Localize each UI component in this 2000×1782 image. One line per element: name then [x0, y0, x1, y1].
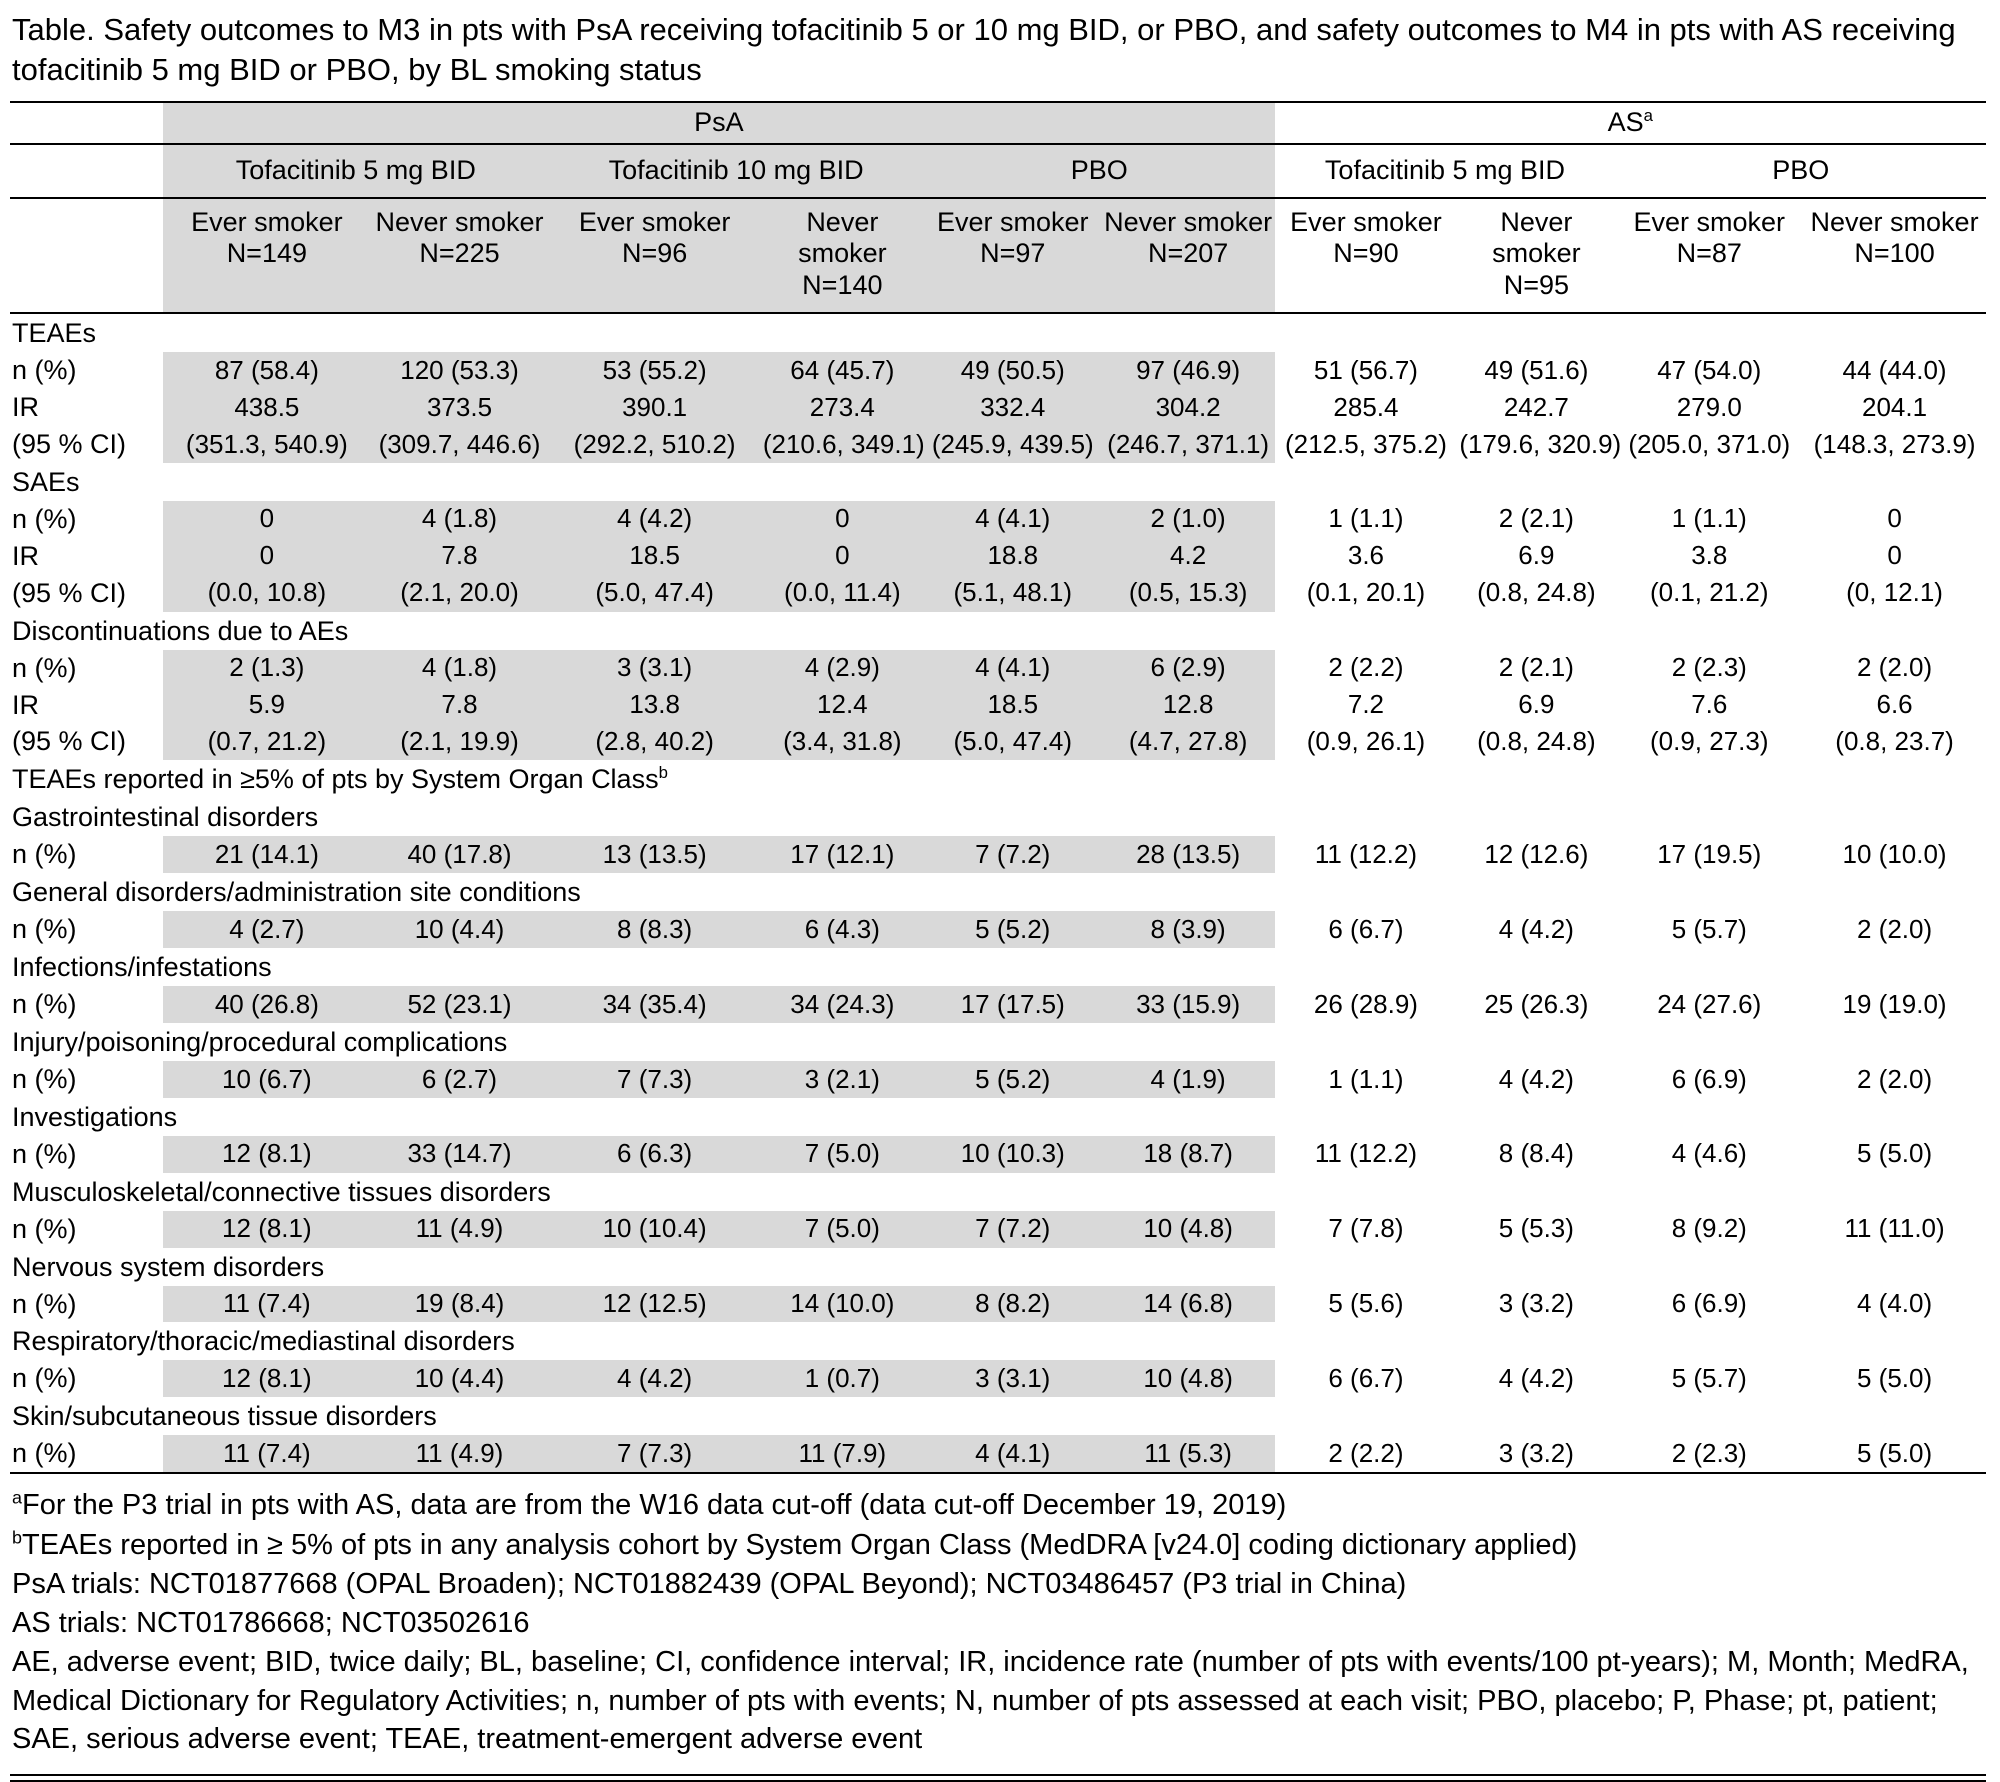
data-cell: 6.9 [1518, 689, 1555, 720]
group-header-cell: $AS^a$ [1275, 102, 1986, 144]
data-cell: 6 (4.3) [761, 911, 924, 948]
data-cell: 8 (3.9) [1102, 911, 1275, 948]
footnote-line: $^b$TEAEs reported in ≥ 5% of pts in any analysis cohort by System Organ Class (MedDRA [v24.0] coding dictionary applied) [12, 1526, 1578, 1561]
data-cell: 53 (55.2) [548, 352, 760, 389]
data-cell: (179.6, 320.9) [1459, 428, 1622, 459]
data-cell: 33 (15.9) [1102, 986, 1275, 1023]
data-cell: 120 (53.3) [371, 352, 549, 389]
data-cell: (0, 12.1) [1846, 577, 1943, 608]
data-cell: 19 (19.0) [1842, 988, 1947, 1019]
data-cell: 5 (5.6) [1328, 1288, 1404, 1319]
cohort-n-label: N=95 [1503, 270, 1570, 301]
data-cell: 17 (12.1) [761, 836, 924, 873]
data-cell: (0.0, 11.4) [761, 575, 924, 612]
data-cell: 11 (7.9) [761, 1435, 924, 1473]
data-cell: 6 (2.9) [1102, 650, 1275, 687]
data-cell: (5.0, 47.4) [924, 723, 1102, 760]
data-cell: (245.9, 439.5) [924, 426, 1102, 463]
data-cell: 304.2 [1102, 389, 1275, 426]
data-cell: 242.7 [1503, 391, 1569, 422]
data-cell: 2 (2.0) [1856, 1063, 1933, 1094]
data-cell: (292.2, 510.2) [548, 426, 760, 463]
data-cell: 3 (3.1) [924, 1360, 1102, 1397]
data-cell: 0 [761, 538, 924, 575]
data-cell: 1 (1.1) [1328, 503, 1404, 534]
row-label-cell: (95 % CI) [12, 726, 127, 757]
cohort-n-label: N=149 [226, 238, 308, 269]
data-cell: 1 (1.1) [1328, 1063, 1404, 1094]
section-label-cell: TEAEs [12, 318, 97, 349]
data-cell: 5 (5.0) [1856, 1363, 1933, 1394]
data-cell: (0.1, 20.1) [1306, 577, 1426, 608]
cohort-smoker-label: Ever smoker [936, 206, 1089, 237]
bottom-double-rule [10, 1774, 1986, 1782]
section-label-cell: Infections/infestations [12, 952, 272, 983]
data-cell: 1 (1.1) [1671, 503, 1747, 534]
data-cell: 4 (4.0) [1856, 1288, 1933, 1319]
row-label-cell: n (%) [10, 1435, 163, 1473]
data-cell: 2 (2.1) [1498, 503, 1574, 534]
data-cell: 7 (5.0) [761, 1136, 924, 1173]
data-cell: 10 (10.3) [924, 1136, 1102, 1173]
cohort-header-cell [1803, 198, 1986, 314]
data-cell: 7 (7.3) [548, 1061, 760, 1098]
data-cell: 33 (14.7) [371, 1136, 549, 1173]
cohort-smoker-label: Never smoker [1492, 206, 1581, 269]
data-cell: 5 (5.0) [1856, 1138, 1933, 1169]
data-cell: 47 (54.0) [1657, 354, 1762, 385]
data-cell: 5 (5.0) [1803, 1435, 1986, 1473]
data-cell: 7.8 [371, 538, 549, 575]
data-cell: 51 (56.7) [1313, 354, 1418, 385]
footnote-marker: b [658, 763, 668, 783]
cohort-smoker-label: Ever smoker [1633, 206, 1786, 237]
data-cell: 285.4 [1333, 391, 1399, 422]
data-cell: 17 (19.5) [1657, 838, 1762, 869]
data-cell: 11 (12.2) [1314, 1138, 1418, 1169]
data-cell: (5.1, 48.1) [924, 575, 1102, 612]
data-cell: 4 (4.2) [1498, 1063, 1574, 1094]
cohort-smoker-label: Never smoker [1104, 206, 1273, 237]
data-cell: 40 (17.8) [371, 836, 549, 873]
section-label-cell: Skin/subcutaneous tissue disorders [12, 1401, 437, 1432]
data-cell: 10 (4.4) [371, 1360, 549, 1397]
cohort-smoker-label: Ever smoker [191, 206, 343, 237]
footnote-marker: a [1643, 106, 1653, 126]
data-cell: 18 (8.7) [1102, 1136, 1275, 1173]
cohort-smoker-label: Ever smoker [578, 206, 731, 237]
data-cell: 2 (2.3) [1615, 1435, 1803, 1473]
data-cell: (3.4, 31.8) [761, 723, 924, 760]
data-cell: 4 (4.1) [924, 650, 1102, 687]
data-cell: (148.3, 273.9) [1813, 428, 1976, 459]
data-cell: 4 (4.6) [1671, 1138, 1747, 1169]
section-label-cell: Respiratory/thoracic/mediastinal disorders [12, 1326, 515, 1357]
data-cell: 10 (4.8) [1102, 1360, 1275, 1397]
data-cell: 2 (2.0) [1856, 913, 1933, 944]
data-cell: 4 (4.2) [548, 1360, 760, 1397]
data-cell: 4 (4.1) [924, 1435, 1102, 1473]
footnote-line: AE, adverse event; BID, twice daily; BL, baseline; CI, confidence interval; IR, incidence rate (number of pts with events/100 pt-years); M, Month; MedRA, Medical Dictionary for Regulatory Activities; n, number of pts with events; N, number of pts assessed at each visit; PBO, placebo; P, Phase; pt, patient; SAE, serious adverse event; TEAE, treatment-emergent adverse event [12, 1646, 1969, 1755]
data-cell: 2 (2.2) [1275, 1435, 1458, 1473]
data-cell: 11 (4.9) [371, 1211, 549, 1248]
data-cell: 5 (5.2) [924, 1061, 1102, 1098]
data-cell: 52 (23.1) [371, 986, 549, 1023]
data-cell: (246.7, 371.1) [1102, 426, 1275, 463]
cohort-header-cell [1102, 198, 1275, 314]
data-cell: (5.0, 47.4) [548, 575, 760, 612]
footnote-line: AS trials: NCT01786668; NCT03502616 [12, 1607, 530, 1640]
data-cell: 8 (9.2) [1671, 1213, 1747, 1244]
row-label-cell: n (%) [12, 503, 77, 534]
data-cell: 34 (24.3) [761, 986, 924, 1023]
row-label-cell: IR [12, 540, 39, 571]
data-cell: 7.6 [1691, 689, 1728, 720]
data-cell: 7 (7.8) [1328, 1213, 1404, 1244]
data-cell: 6 (6.9) [1671, 1063, 1747, 1094]
footnotes [10, 1486, 1986, 1758]
data-cell: 7.2 [1347, 689, 1385, 720]
data-cell: (210.6, 349.1) [761, 426, 924, 463]
data-cell: 19 (8.4) [371, 1286, 549, 1323]
data-cell: (0.8, 24.8) [1477, 577, 1596, 608]
data-cell: 6 (6.7) [1328, 913, 1404, 944]
data-cell: 3 (3.2) [1498, 1288, 1574, 1319]
data-cell: 2 (2.0) [1856, 652, 1933, 683]
data-cell: 12.8 [1102, 687, 1275, 724]
data-cell: 11 (5.3) [1102, 1435, 1275, 1473]
group-header-cell: PsA [163, 102, 1274, 144]
data-cell: 6 (6.9) [1671, 1288, 1747, 1319]
data-cell: 4 (4.1) [924, 501, 1102, 538]
data-cell: 390.1 [548, 389, 760, 426]
cohort-n-label: N=96 [621, 238, 688, 269]
data-cell: 2 (2.3) [1671, 652, 1747, 683]
data-cell: 12 (12.6) [1484, 838, 1589, 869]
data-cell: 13.8 [548, 687, 760, 724]
data-cell: 24 (27.6) [1657, 988, 1762, 1019]
row-label-cell: n (%) [12, 914, 77, 945]
data-cell: (0.0, 10.8) [163, 575, 370, 612]
data-cell: 17 (17.5) [924, 986, 1102, 1023]
data-cell: 4 (2.7) [163, 911, 370, 948]
data-cell: (2.1, 20.0) [371, 575, 549, 612]
row-label-cell: n (%) [12, 652, 77, 683]
data-cell: 87 (58.4) [163, 352, 370, 389]
data-cell: 3.6 [1347, 540, 1385, 571]
data-cell: 49 (50.5) [924, 352, 1102, 389]
data-cell: (351.3, 540.9) [163, 426, 370, 463]
cohort-n-label: N=207 [1147, 238, 1229, 269]
data-cell: 10 (4.8) [1102, 1211, 1275, 1248]
treatment-header-cell: Tofacitinib 5 mg BID [163, 144, 548, 198]
data-cell: 40 (26.8) [163, 986, 370, 1023]
data-cell: 34 (35.4) [548, 986, 760, 1023]
treatment-header-cell: PBO [924, 144, 1275, 198]
data-cell: (2.8, 40.2) [548, 723, 760, 760]
data-cell: 11 (4.9) [371, 1435, 549, 1473]
table-title-text: Table. Safety outcomes to M3 in pts with PsA receiving tofacitinib 5 or 10 mg BID, or PBO, and safety outcomes to M4 in pts with AS receiving tofacitinib 5 mg BID or PBO, by BL smoking status [12, 12, 1956, 88]
data-cell: 7 (7.2) [924, 1211, 1102, 1248]
row-label-cell: n (%) [12, 1363, 77, 1394]
cohort-n-label: N=100 [1854, 238, 1935, 269]
data-cell: 12 (8.1) [163, 1211, 370, 1248]
data-cell: 12.4 [761, 687, 924, 724]
section-label-cell: Gastrointestinal disorders [12, 802, 319, 833]
cohort-header-cell [1275, 198, 1458, 314]
data-cell: 10 (10.4) [548, 1211, 760, 1248]
data-cell: 4 (4.2) [1498, 1363, 1574, 1394]
data-cell: (0.7, 21.2) [163, 723, 370, 760]
cohort-header-cell [548, 198, 760, 314]
stub-cell [10, 102, 163, 144]
row-label-cell: IR [12, 689, 39, 720]
row-label-cell: (95 % CI) [12, 428, 127, 459]
table-title [12, 10, 1982, 91]
data-cell: 3 (2.1) [761, 1061, 924, 1098]
cohort-header-cell [371, 198, 549, 314]
data-cell: 8 (8.4) [1498, 1138, 1574, 1169]
data-cell: (2.1, 19.9) [371, 723, 549, 760]
data-cell: 204.1 [1862, 391, 1928, 422]
data-cell: 332.4 [924, 389, 1102, 426]
section-label-cell: TEAEs reported in ≥5% of pts by System Organ Class$^b$ [12, 763, 668, 795]
data-cell: 4 (1.8) [371, 650, 549, 687]
data-cell: 11 (12.2) [1314, 838, 1418, 869]
section-label-cell: Nervous system disorders [12, 1251, 325, 1282]
data-cell: (212.5, 375.2) [1285, 428, 1447, 459]
data-cell: 10 (4.4) [371, 911, 549, 948]
data-cell: 18.8 [924, 538, 1102, 575]
data-cell: (0.9, 27.3) [1650, 726, 1769, 757]
cohort-header-cell [163, 198, 370, 314]
data-cell: (0.5, 15.3) [1102, 575, 1275, 612]
data-cell: 14 (10.0) [761, 1286, 924, 1323]
data-cell: (309.7, 446.6) [371, 426, 549, 463]
data-cell: 44 (44.0) [1842, 354, 1947, 385]
data-cell: 6.6 [1876, 689, 1913, 720]
data-cell: (0.1, 21.2) [1650, 577, 1769, 608]
cohort-header-cell [924, 198, 1102, 314]
cohort-header-cell [1457, 198, 1615, 314]
data-cell: 273.4 [761, 389, 924, 426]
data-cell: 10 (10.0) [1842, 838, 1947, 869]
row-label-cell: n (%) [12, 355, 77, 386]
data-cell: 6 (2.7) [371, 1061, 549, 1098]
treatment-header-cell: Tofacitinib 5 mg BID [1275, 144, 1616, 198]
cohort-n-label: N=87 [1676, 238, 1742, 269]
data-cell: 97 (46.9) [1102, 352, 1275, 389]
data-cell: 25 (26.3) [1484, 988, 1589, 1019]
data-cell: 5.9 [163, 687, 370, 724]
footnote-line: $^a$For the P3 trial in pts with AS, data are from the W16 data cut-off (data cut-off December 19, 2019) [12, 1487, 1287, 1522]
data-cell: 4.2 [1102, 538, 1275, 575]
data-cell: 6 (6.7) [1328, 1363, 1404, 1394]
section-label-cell: Musculoskeletal/connective tissues disorders [12, 1176, 551, 1207]
data-cell: 4 (2.9) [761, 650, 924, 687]
safety-outcomes-table [10, 101, 1986, 1475]
footnote-marker: a [12, 1487, 22, 1508]
data-cell: 7 (7.3) [548, 1435, 760, 1473]
data-cell: (0.8, 24.8) [1477, 726, 1596, 757]
data-cell: 5 (5.7) [1671, 913, 1747, 944]
data-cell: (0.9, 26.1) [1306, 726, 1426, 757]
data-cell: 11 (11.0) [1844, 1213, 1945, 1244]
data-cell: 5 (5.2) [924, 911, 1102, 948]
data-cell: 21 (14.1) [163, 836, 370, 873]
data-cell: 8 (8.3) [548, 911, 760, 948]
data-cell: 6 (6.3) [548, 1136, 760, 1173]
stub-cell [10, 198, 163, 314]
data-cell: 2 (1.3) [163, 650, 370, 687]
data-cell: 6.9 [1518, 540, 1555, 571]
table-body [10, 313, 1986, 1473]
section-label-cell: Discontinuations due to AEs [12, 615, 349, 646]
data-cell: (0.8, 23.7) [1835, 726, 1954, 757]
table-head [10, 102, 1986, 314]
data-cell: 14 (6.8) [1102, 1286, 1275, 1323]
data-cell: 64 (45.7) [761, 352, 924, 389]
data-cell: 49 (51.6) [1484, 354, 1589, 385]
data-cell: 5 (5.7) [1671, 1363, 1747, 1394]
data-cell: 7 (5.0) [761, 1211, 924, 1248]
cohort-smoker-label: Ever smoker [1290, 206, 1442, 237]
data-cell: 4 (4.2) [548, 501, 760, 538]
row-label-cell: n (%) [12, 1213, 77, 1244]
footnote-line: PsA trials: NCT01877668 (OPAL Broaden); NCT01882439 (OPAL Beyond); NCT03486457 (P3 trial in China) [12, 1567, 1407, 1600]
cohort-header-cell [761, 198, 924, 314]
data-cell: 28 (13.5) [1102, 836, 1275, 873]
cohort-smoker-label: Never smoker [375, 206, 544, 237]
data-cell: 12 (8.1) [163, 1136, 370, 1173]
data-cell: 8 (8.2) [924, 1286, 1102, 1323]
data-cell: 2 (2.1) [1498, 652, 1574, 683]
row-label-cell: (95 % CI) [12, 577, 127, 608]
data-cell: 3 (3.2) [1457, 1435, 1615, 1473]
stub-cell [10, 144, 163, 198]
data-cell: 7.8 [371, 687, 549, 724]
data-cell: 2 (2.2) [1328, 652, 1404, 683]
data-cell: 12 (12.5) [548, 1286, 760, 1323]
data-cell: 13 (13.5) [548, 836, 760, 873]
data-cell: (4.7, 27.8) [1102, 723, 1275, 760]
data-cell: 4 (1.9) [1102, 1061, 1275, 1098]
footnote-marker: b [12, 1526, 22, 1547]
data-cell: 0 [1887, 503, 1902, 534]
cohort-n-label: N=90 [1333, 238, 1399, 269]
cohort-header-cell [1615, 198, 1803, 314]
row-label-cell: n (%) [12, 989, 77, 1020]
data-cell: 4 (4.2) [1498, 913, 1574, 944]
data-cell: 12 (8.1) [163, 1360, 370, 1397]
data-cell: 0 [163, 538, 370, 575]
data-cell: 4 (1.8) [371, 501, 549, 538]
data-cell: 0 [1887, 540, 1902, 571]
data-cell: 5 (5.3) [1498, 1213, 1574, 1244]
section-label-cell: SAEs [12, 466, 80, 497]
data-cell: 18.5 [548, 538, 760, 575]
data-cell: 18.5 [924, 687, 1102, 724]
data-cell: 11 (7.4) [163, 1435, 370, 1473]
data-cell: 2 (1.0) [1102, 501, 1275, 538]
data-cell: 11 (7.4) [163, 1286, 370, 1323]
cohort-smoker-label: Never smoker [798, 206, 887, 269]
data-cell: 10 (6.7) [163, 1061, 370, 1098]
cohort-n-label: N=140 [802, 270, 883, 301]
row-label-cell: n (%) [12, 1288, 77, 1319]
data-cell: 373.5 [371, 389, 549, 426]
data-cell: 279.0 [1676, 391, 1742, 422]
data-cell: 438.5 [163, 389, 370, 426]
row-label-cell: n (%) [12, 1063, 77, 1094]
cohort-n-label: N=97 [980, 238, 1046, 269]
data-cell: 0 [163, 501, 370, 538]
section-label-cell: General disorders/administration site conditions [12, 877, 581, 908]
treatment-header-cell: Tofacitinib 10 mg BID [548, 144, 923, 198]
row-label-cell: IR [12, 392, 39, 423]
data-cell: 3.8 [1691, 540, 1728, 571]
data-cell: 7 (7.2) [924, 836, 1102, 873]
data-cell: 0 [761, 501, 924, 538]
treatment-header-cell: PBO [1615, 144, 1986, 198]
data-cell: (205.0, 371.0) [1628, 428, 1791, 459]
data-cell: 3 (3.1) [548, 650, 760, 687]
row-label-cell: n (%) [12, 839, 77, 870]
data-cell: 1 (0.7) [761, 1360, 924, 1397]
section-label-cell: Injury/poisoning/procedural complications [12, 1026, 508, 1057]
section-label-cell: Investigations [12, 1101, 178, 1132]
row-label-cell: n (%) [12, 1138, 77, 1169]
cohort-smoker-label: Never smoker [1810, 206, 1979, 237]
cohort-n-label: N=225 [419, 238, 500, 269]
data-cell: 26 (28.9) [1313, 988, 1418, 1019]
